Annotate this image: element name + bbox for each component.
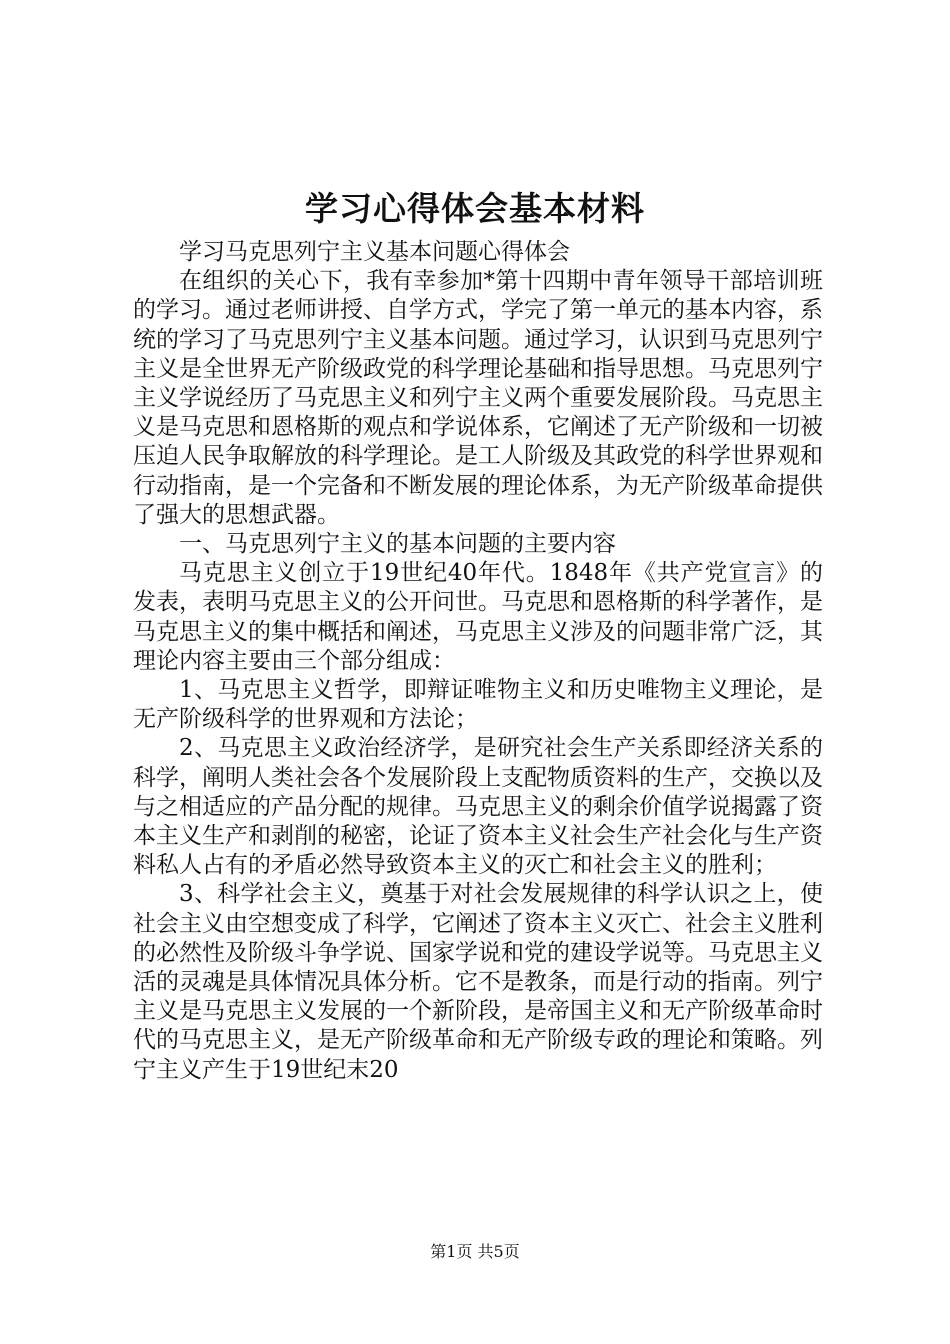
origin-paragraph: 马克思主义创立于19世纪40年代。1848年《共产党宣言》的发表，表明马克思主义的公开问世。马克思和恩格斯的科学著作，是马克思主义的集中概括和阐述，马克思主义涉及的问题非常广泛，其理论内容主要由三个部分组成： xyxy=(133,560,823,674)
page-number-footer: 第1页 共5页 xyxy=(430,1242,520,1261)
document-body xyxy=(133,238,823,1085)
subtitle-paragraph: 学习马克思列宁主义基本问题心得体会 xyxy=(179,239,570,265)
intro-paragraph: 在组织的关心下，我有幸参加*第十四期中青年领导干部培训班的学习。通过老师讲授、自学方式，学完了第一单元的基本内容，系统的学习了马克思列宁主义基本问题。通过学习，认识到马克思列宁主义是全世界无产阶级政党的科学理论基础和指导思想。马克思列宁主义学说经历了马克思主义和列宁主义两个重要发展阶段。马克思主义是马克思和恩格斯的观点和学说体系，它阐述了无产阶级和一切被压迫人民争取解放的科学理论。是工人阶级及其政党的科学世界观和行动指南，是一个完备和不断发展的理论体系，为无产阶级革命提供了强大的思想武器。 xyxy=(133,268,823,528)
document-title: 学习心得体会基本材料 xyxy=(305,189,645,228)
section-heading: 一、马克思列宁主义的基本问题的主要内容 xyxy=(179,531,616,558)
point-3-paragraph: 3、科学社会主义，奠基于对社会发展规律的科学认识之上，使社会主义由空想变成了科学，它阐述了资本主义灭亡、社会主义胜利的必然性及阶级斗争学说、国家学说和党的建设学说等。马克思主义活的灵魂是具体情况具体分析。它不是教条，而是行动的指南。列宁主义是马克思主义发展的一个新阶段，是帝国主义和无产阶级革命时代的马克思主义，是无产阶级革命和无产阶级专政的理论和策略。列宁主义产生于19世纪末20 xyxy=(133,881,823,1083)
point-2-paragraph: 2、马克思主义政治经济学，是研究社会生产关系即经济关系的科学，阐明人类社会各个发展阶段上支配物质资料的生产，交换以及与之相适应的产品分配的规律。马克思主义的剩余价值学说揭露了资本主义生产和剥削的秘密，论证了资本主义社会生产社会化与生产资料私人占有的矛盾必然导致资本主义的灭亡和社会主义的胜利； xyxy=(133,735,823,879)
point-1-paragraph: 1、马克思主义哲学，即辩证唯物主义和历史唯物主义理论，是无产阶级科学的世界观和方法论； xyxy=(133,677,823,733)
